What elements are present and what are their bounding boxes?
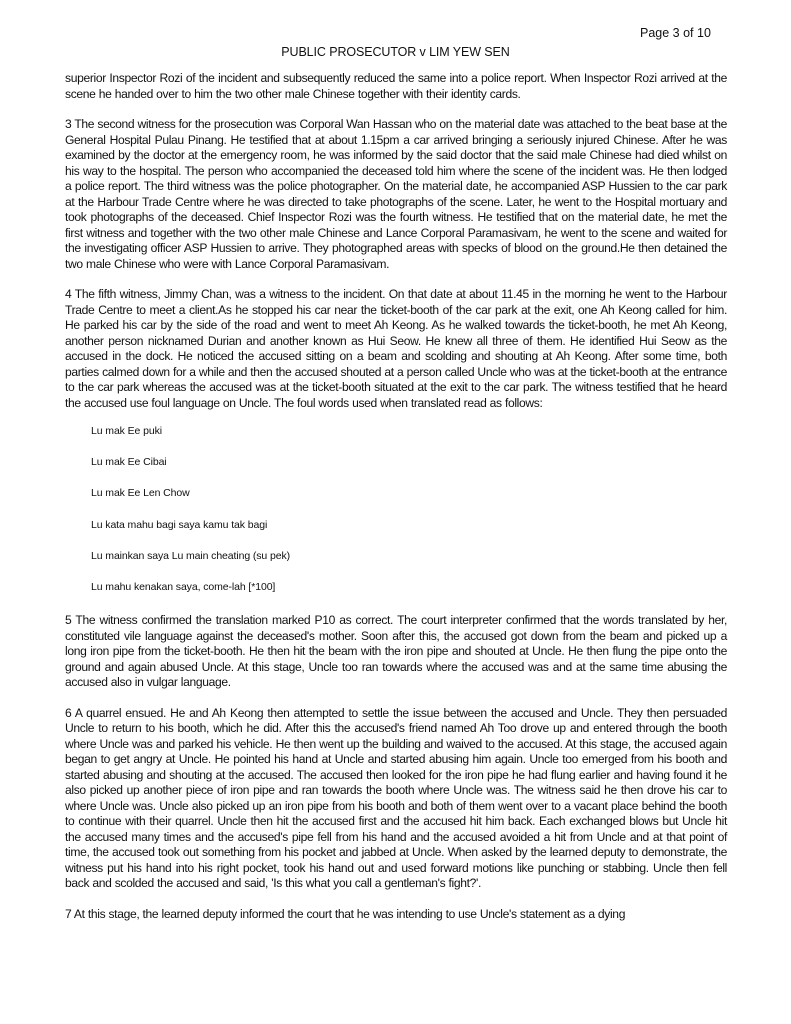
quote-line: Lu mak Ee puki xyxy=(91,425,162,437)
paragraph-3: 3 The second witness for the prosecution was Corporal Wan Hassan who on the material date was attached to the beat base at the General Hospital Pulau Pinang. He testified that at about 1.15pm a car arrived bringing a seriously injured Chinese. After he was examined by the doctor at the emergency room, he was informed by the said doctor that the said male Chinese had died whilst on his way to the hospital. The person who accompanied the deceased told him where the scene of the incident was. He then lodged a police report. The third witness was the police photographer. On the material date, he accompanied ASP Hussien to the car park at the Harbour Trade Centre where he was directed to take photographs of the scene. Later, he went to the Hospital mortuary and took photographs of the deceased. Chief Inspector Rozi was the fourth witness. He testified that on the material date, he met the first witness and together with the two other male Chinese and Lance Corporal Paramasivam, he went to the scene and waited for the investigating officer ASP Hussien to arrive. They photographed areas with specks of blood on the ground.He then detained the two male Chinese who were with Lance Corporal Paramasivam. xyxy=(65,117,727,271)
paragraph-5: 5 The witness confirmed the translation marked P10 as correct. The court interpreter confirmed that the words translated by her, constituted vile language against the deceased's mother. Soon after this, the accused got down from the beam and picked up a long iron pipe from the ticket-booth. He then hit the beam with the iron pipe and shouted at Uncle. He then flung the pipe onto the ground and again abused Uncle. At this stage, Uncle too ran towards where the accused was and at the same time abusing the accused also in vulgar language. xyxy=(65,613,727,690)
quote-line: Lu kata mahu bagi saya kamu tak bagi xyxy=(91,518,268,531)
page-number: Page 3 of 10 xyxy=(640,26,711,40)
quote-line: Lu mahu kenakan saya, come-lah [*100] xyxy=(91,580,276,593)
document-title: PUBLIC PROSECUTOR v LIM YEW SEN xyxy=(281,45,510,59)
quote-line: Lu mainkan saya Lu main cheating (su pek) xyxy=(91,549,291,562)
paragraph-6: 6 A quarrel ensued. He and Ah Keong then attempted to settle the issue between the accused and Uncle. They then persuaded Uncle to return to his booth, which he did. After this the accused's friend named Ah Too drove up and entered through the booth where Uncle was and parked his vehicle. He then went up the building and waived to the accused. At this stage, the accused again began to get angry at Uncle. He pointed his hand at Uncle and started abusing him again. Uncle too emerged from his booth and started abusing and shouting at the accused. The accused then looked for the iron pipe he had flung earlier and having found it he also picked up another piece of iron pipe and ran towards the booth where Uncle was. The witness said he then drove his car to where Uncle was. Uncle also picked up an iron pipe from his booth and both of them went over to a vacant place behind the booth to continue with their quarrel. Uncle then hit the accused first and the accused hit him back. Each exchanged blows but Uncle hit the accused many times and the accused's pipe fell from his hand and the accused avoided a hit from Uncle and at that point of time, the accused took out something from his pocket and jabbed at Uncle. When asked by the learned deputy to demonstrate, the witness put his hand into his right pocket, took his hand out and used forward motions like punching or stabbing. Uncle then fell back and scolded the accused and said, 'Is this what you call a gentleman's fight?'. xyxy=(65,705,727,891)
paragraph-4: 4 The fifth witness, Jimmy Chan, was a witness to the incident. On that date at about 11.45 in the morning he went to the Harbour Trade Centre to meet a client.As he stopped his car near the ticket-booth of the car park at the exit, one Ah Keong called for him. He parked his car by the side of the road and went to meet Ah Keong. As he walked towards the ticket-booth, he met Ah Keong, another person nicknamed Durian and another known as Hui Seow. He knew all three of them. He identified Hui Seow as the accused in the dock. He noticed the accused sitting on a beam and scolding and shouting at Ah Keong. After some time, both parties calmed down for a while and then the accused shouted at a person called Uncle who was at the ticket-booth at the entrance to the car park whereas the accused was at the ticket-booth situated at the exit to the car park. The witness testified that he heard the accused use foul language on Uncle. The foul words used when translated read as follows: xyxy=(65,287,727,410)
quote-line: Lu mak Ee Len Chow xyxy=(91,487,190,500)
paragraph-continuation: superior Inspector Rozi of the incident and subsequently reduced the same into a police report. When Inspector Rozi arrived at the scene he handed over to him the two other male Chinese together with their identity cards. xyxy=(65,71,727,101)
translated-quotes xyxy=(65,424,727,611)
document-body xyxy=(65,71,727,937)
quote-line: Lu mak Ee Cibai xyxy=(91,456,167,469)
paragraph-7: 7 At this stage, the learned deputy informed the court that he was intending to use Uncle's statement as a dying xyxy=(65,906,626,921)
